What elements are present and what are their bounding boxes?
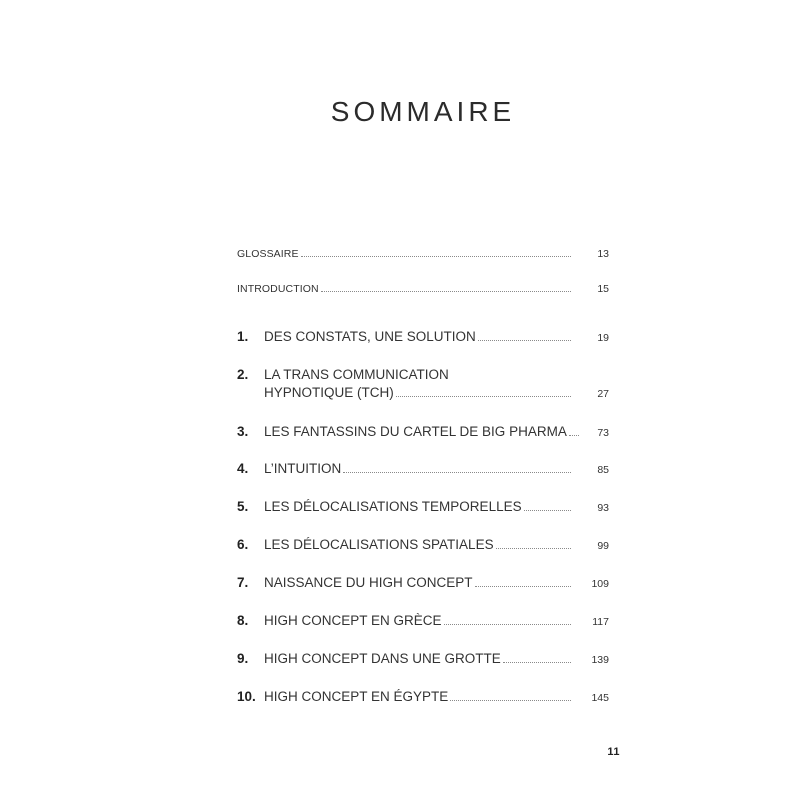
dot-leader: [503, 661, 571, 663]
toc-entry-number: 3.: [237, 424, 249, 439]
toc-entry-page: 99: [597, 540, 609, 552]
toc-entry-label: HIGH CONCEPT EN ÉGYPTE: [264, 689, 449, 704]
toc-entry-label-line1: LA TRANS COMMUNICATION: [264, 367, 449, 382]
dot-leader: [343, 471, 571, 473]
toc-entry-label: GLOSSAIRE: [237, 248, 299, 260]
toc-entry-number: 8.: [237, 613, 249, 628]
toc-entry-number: 4.: [237, 461, 249, 476]
toc-entry-introduction[interactable]: [237, 283, 609, 295]
dot-leader: [496, 547, 571, 549]
toc-entry-number: 7.: [237, 575, 249, 590]
toc-entry-chapter-2[interactable]: [237, 367, 609, 400]
page-number: 11: [607, 746, 620, 758]
toc-entry-number: 5.: [237, 499, 249, 514]
toc-entry-chapter-8[interactable]: [237, 613, 609, 628]
toc-entry-page: 139: [591, 654, 609, 666]
toc-entry-label: DES CONSTATS, UNE SOLUTION: [264, 329, 476, 344]
dot-leader: [475, 585, 571, 587]
toc-entry-number: 9.: [237, 651, 249, 666]
toc-entry-label: L’INTUITION: [264, 461, 342, 476]
toc-entry-number: 1.: [237, 329, 249, 344]
page-title: SOMMAIRE: [330, 96, 516, 127]
toc-entry-chapter-10[interactable]: [237, 689, 609, 704]
toc-entry-chapter-7[interactable]: [237, 575, 609, 590]
dot-leader: [478, 339, 571, 341]
toc-entry-page: 13: [597, 248, 609, 260]
toc-entry-label: HYPNOTIQUE (TCH): [264, 385, 394, 400]
toc-entry-page: 15: [597, 283, 609, 295]
toc-entry-chapter-3[interactable]: [237, 424, 609, 439]
toc-entry-chapter-5[interactable]: [237, 499, 609, 514]
dot-leader: [301, 255, 571, 257]
toc-entry-label: LES DÉLOCALISATIONS SPATIALES: [264, 537, 494, 552]
toc-entry-page: 27: [597, 388, 609, 400]
toc-entry-glossaire[interactable]: [237, 248, 609, 260]
toc-entry-page: 117: [592, 616, 609, 628]
toc-entry-label: NAISSANCE DU HIGH CONCEPT: [264, 575, 473, 590]
dot-leader: [569, 434, 579, 436]
toc-entry-number: 10.: [237, 689, 256, 704]
toc-entry-chapter-4[interactable]: [237, 461, 609, 476]
toc-entry-number: 6.: [237, 537, 249, 552]
toc-entry-page: 73: [597, 427, 609, 439]
dot-leader: [321, 290, 571, 292]
toc-entry-chapter-9[interactable]: [237, 651, 609, 666]
toc-entry-page: 85: [597, 464, 609, 476]
toc-entry-label: INTRODUCTION: [237, 283, 319, 295]
toc-entry-page: 93: [597, 502, 609, 514]
toc-entry-label: HIGH CONCEPT EN GRÈCE: [264, 613, 442, 628]
toc-entry-chapter-6[interactable]: [237, 537, 609, 552]
dot-leader: [396, 395, 571, 397]
toc-entry-page: 109: [591, 578, 609, 590]
toc-entry-chapter-1[interactable]: [237, 329, 609, 344]
toc-entry-page: 145: [591, 692, 609, 704]
toc-entry-label: HIGH CONCEPT DANS UNE GROTTE: [264, 651, 501, 666]
toc-entry-label: LES DÉLOCALISATIONS TEMPORELLES: [264, 499, 522, 514]
dot-leader: [444, 623, 571, 625]
toc-entry-page: 19: [597, 332, 609, 344]
toc-entry-number: 2.: [237, 367, 249, 382]
toc-entry-label: LES FANTASSINS DU CARTEL DE BIG PHARMA: [264, 424, 567, 439]
dot-leader: [450, 699, 571, 701]
dot-leader: [524, 509, 571, 511]
